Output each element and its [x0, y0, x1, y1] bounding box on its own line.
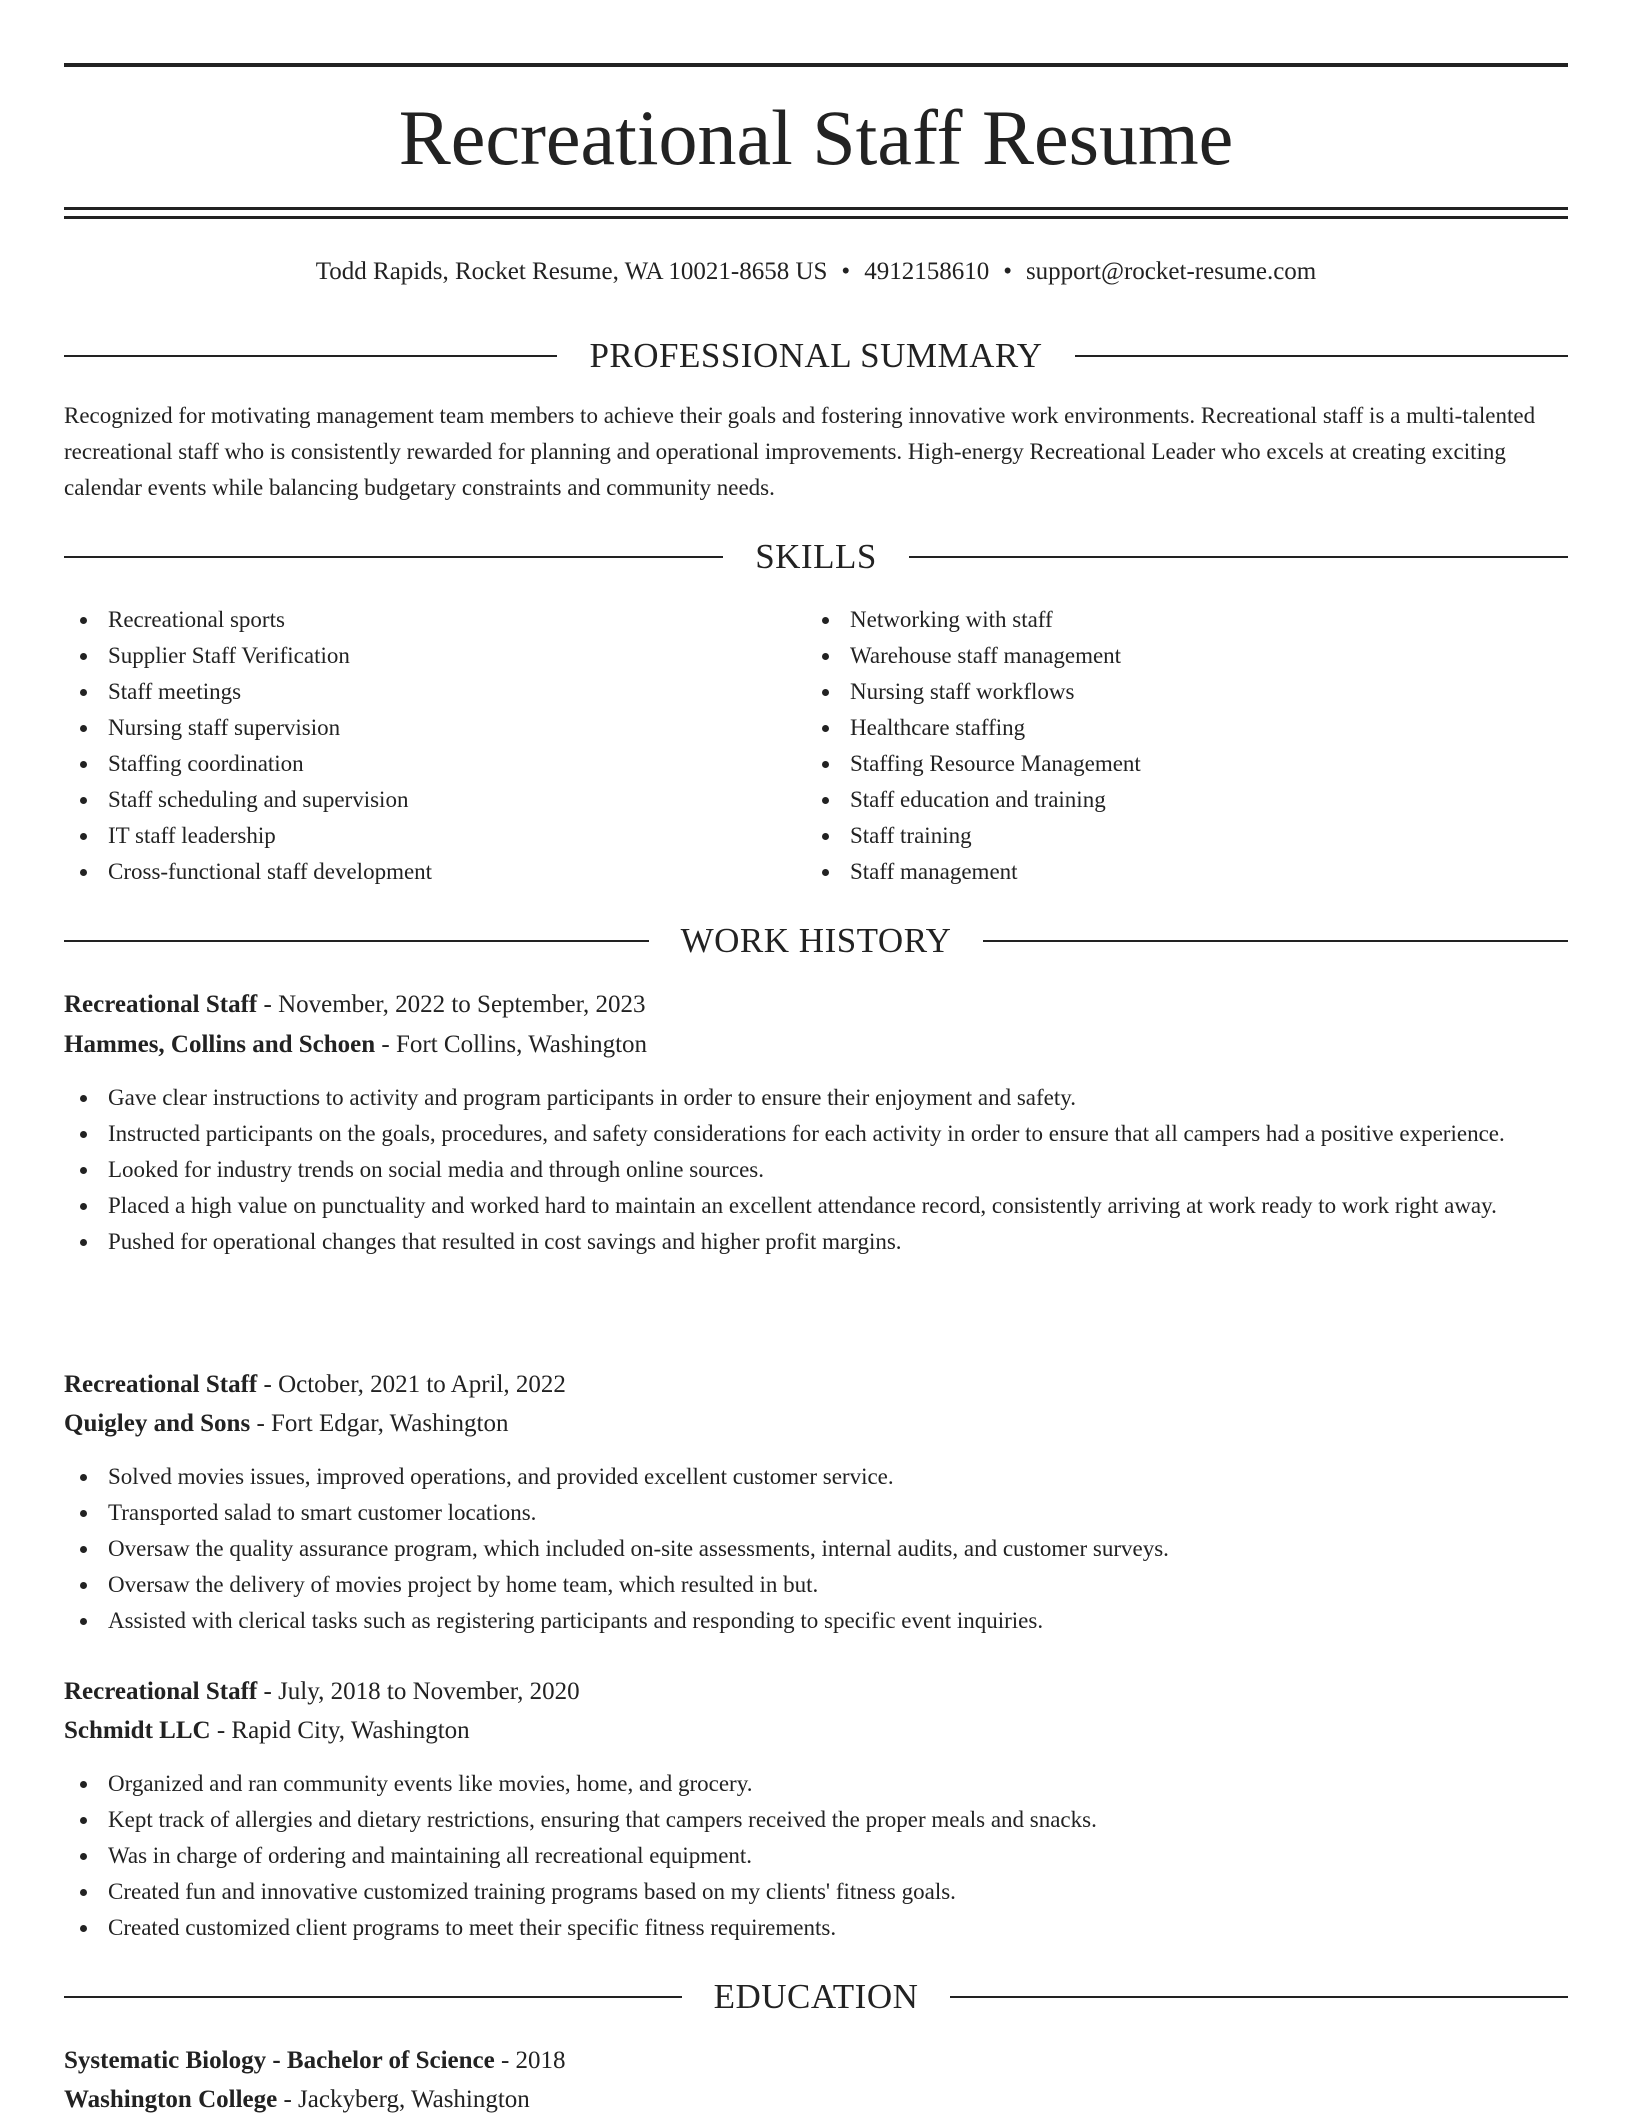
- job-bullet: Created customized client programs to meet their specific fitness requirements.: [64, 1910, 1568, 1946]
- section-title-education: EDUCATION: [713, 1977, 919, 2016]
- section-rule-right: [950, 1996, 1568, 1998]
- job-location: - Rapid City, Washington: [210, 1717, 470, 1744]
- job-location: - Fort Edgar, Washington: [250, 1410, 509, 1437]
- job-dates: - October, 2021 to April, 2022: [257, 1371, 566, 1398]
- contact-phone: 4912158610: [864, 258, 990, 285]
- skills-list-left: [64, 602, 784, 890]
- summary-text: Recognized for motivating management team members to achieve their goals and fostering innovative work environments. Recreational staff is a multi-talented recreational staff who is consistently rewarded for planning and operational improvements. High-energy Recreational Leader who excels at creating exciting calendar events while balancing budgetary constraints and community needs.: [64, 403, 1536, 500]
- section-header-skills: [64, 535, 1568, 579]
- job-location: - Fort Collins, Washington: [375, 1031, 648, 1058]
- job-company: Schmidt LLC: [64, 1717, 211, 1744]
- job-company: Quigley and Sons: [64, 1410, 251, 1437]
- skill-item: Recreational sports: [64, 602, 784, 638]
- job-bullet: Placed a high value on punctuality and worked hard to maintain an excellent attendance record, consistently arriving at work ready to work right away.: [64, 1188, 1568, 1224]
- education-school-line: [64, 2081, 1568, 2119]
- skill-item: Staff meetings: [64, 674, 784, 710]
- contact-separator: •: [1003, 258, 1012, 285]
- title-bottom-rule-lower: [64, 216, 1568, 219]
- education-school: Washington College: [64, 2086, 278, 2113]
- job-bullet: Created fun and innovative customized training programs based on my clients' fitness goals.: [64, 1874, 1568, 1910]
- skill-item: Nursing staff workflows: [806, 674, 1526, 710]
- job-bullet: Looked for industry trends on social media and through online sources.: [64, 1152, 1568, 1188]
- title-bottom-rule-upper: [64, 207, 1568, 210]
- title-top-rule: [64, 63, 1568, 67]
- job-bullet: Pushed for operational changes that resulted in cost savings and higher profit margins.: [64, 1224, 1568, 1260]
- job-bullets: [64, 1766, 1568, 1946]
- skill-item: Staff education and training: [806, 782, 1526, 818]
- education-degree-line: [64, 2042, 1568, 2080]
- job-bullet: Assisted with clerical tasks such as registering participants and responding to specific event inquiries.: [64, 1603, 1568, 1639]
- job-title: Recreational Staff: [64, 1371, 258, 1398]
- job-bullet: Solved movies issues, improved operations, and provided excellent customer service.: [64, 1459, 1568, 1495]
- section-title-summary: PROFESSIONAL SUMMARY: [589, 336, 1043, 375]
- job-company-line: [64, 1026, 1568, 1064]
- job-bullet: Organized and ran community events like movies, home, and grocery.: [64, 1766, 1568, 1802]
- skill-item: Staff management: [806, 854, 1526, 890]
- section-header-education: [64, 1975, 1568, 2019]
- section-title-skills: SKILLS: [755, 537, 877, 576]
- job-dates: - July, 2018 to November, 2020: [257, 1678, 580, 1705]
- skill-item: IT staff leadership: [64, 818, 784, 854]
- job-title: Recreational Staff: [64, 1678, 258, 1705]
- job-company-line: [64, 1405, 1568, 1443]
- skill-item: Supplier Staff Verification: [64, 638, 784, 674]
- skill-item: Warehouse staff management: [806, 638, 1526, 674]
- section-rule-left: [64, 940, 649, 942]
- job-title-line: [64, 986, 1568, 1024]
- skill-item: Staff training: [806, 818, 1526, 854]
- section-rule-left: [64, 1996, 682, 1998]
- job-title-line: [64, 1673, 1568, 1711]
- section-rule-left: [64, 556, 723, 558]
- contact-address: Todd Rapids, Rocket Resume, WA 10021-8658 US: [315, 258, 828, 285]
- section-header-work: [64, 919, 1568, 963]
- job-bullet: Oversaw the quality assurance program, which included on-site assessments, internal audits, and customer surveys.: [64, 1531, 1568, 1567]
- job-title-line: [64, 1366, 1568, 1404]
- skill-item: Cross-functional staff development: [64, 854, 784, 890]
- page-title: Recreational Staff Resume: [398, 94, 1234, 181]
- education-year: - 2018: [494, 2047, 566, 2074]
- job-dates: - November, 2022 to September, 2023: [257, 991, 646, 1018]
- job-company-line: [64, 1712, 1568, 1750]
- skill-item: Healthcare staffing: [806, 710, 1526, 746]
- skill-item: Staff scheduling and supervision: [64, 782, 784, 818]
- contact-line: [64, 252, 1568, 292]
- job-title: Recreational Staff: [64, 991, 258, 1018]
- job-bullet: Gave clear instructions to activity and program participants in order to ensure their enjoyment and safety.: [64, 1080, 1568, 1116]
- section-rule-right: [983, 940, 1568, 942]
- section-rule-left: [64, 355, 557, 357]
- skill-item: Staffing coordination: [64, 746, 784, 782]
- section-rule-right: [1075, 355, 1568, 357]
- section-rule-right: [909, 556, 1568, 558]
- job-company: Hammes, Collins and Schoen: [64, 1031, 376, 1058]
- skill-item: Staffing Resource Management: [806, 746, 1526, 782]
- section-title-work: WORK HISTORY: [680, 921, 952, 960]
- job-bullet: Instructed participants on the goals, procedures, and safety considerations for each activity in order to ensure that all campers had a positive experience.: [64, 1116, 1568, 1152]
- contact-email: support@rocket-resume.com: [1025, 258, 1317, 285]
- contact-separator: •: [841, 258, 851, 285]
- education-location: - Jackyberg, Washington: [277, 2086, 530, 2113]
- job-bullet: Kept track of allergies and dietary restrictions, ensuring that campers received the proper meals and snacks.: [64, 1802, 1568, 1838]
- job-bullets: [64, 1459, 1568, 1639]
- section-header-summary: [64, 334, 1568, 378]
- job-bullets: [64, 1080, 1568, 1260]
- skill-item: Networking with staff: [806, 602, 1526, 638]
- education-degree: Systematic Biology - Bachelor of Science: [64, 2047, 495, 2074]
- skills-list-right: [806, 602, 1526, 890]
- job-bullet: Was in charge of ordering and maintaining all recreational equipment.: [64, 1838, 1568, 1874]
- job-bullet: Oversaw the delivery of movies project by home team, which resulted in but.: [64, 1567, 1568, 1603]
- skill-item: Nursing staff supervision: [64, 710, 784, 746]
- job-bullet: Transported salad to smart customer locations.: [64, 1495, 1568, 1531]
